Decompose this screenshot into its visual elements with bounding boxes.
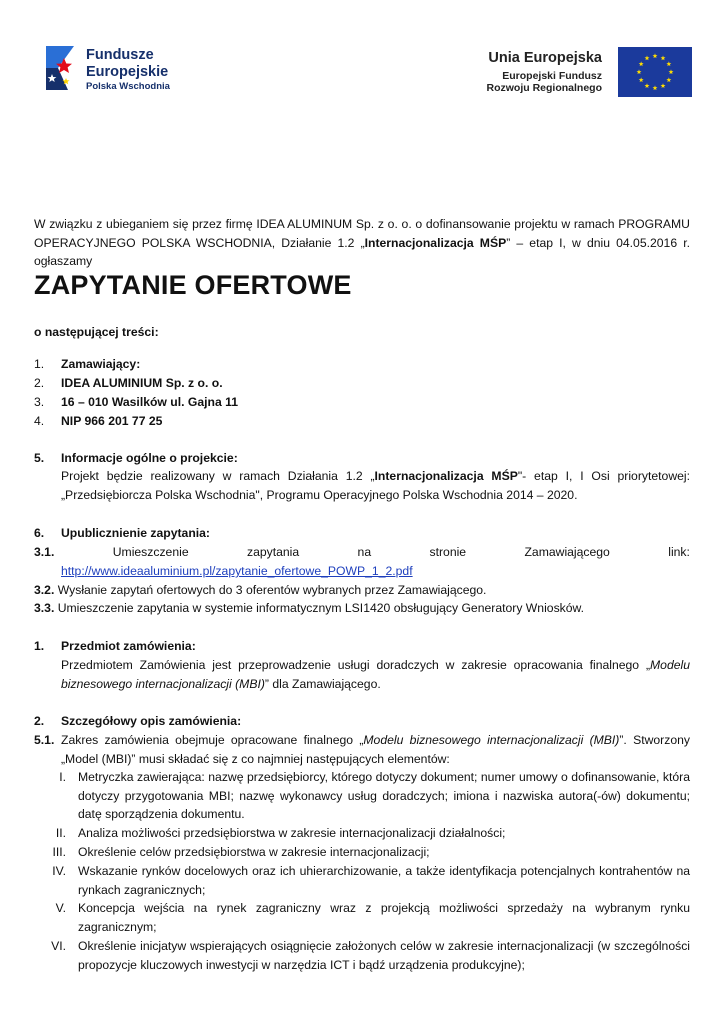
- ue-logo-line3: Rozwoju Regionalnego: [486, 82, 602, 94]
- list-item: IDEA ALUMINIUM Sp. z o. o.: [61, 376, 223, 390]
- list-item: Koncepcja wejścia na rynek zagraniczny wraz z projekcją możliwości sprzedaży na wybranym rynku zagranicznym;: [78, 901, 690, 934]
- row-word: stronie: [429, 545, 467, 559]
- section-paragraph: [61, 467, 690, 504]
- list-item: 16 – 010 Wasilków ul. Gajna 11: [61, 395, 239, 409]
- row-number: 3.3.: [34, 601, 55, 615]
- list-number: 1.: [34, 357, 45, 371]
- roman-numeral: VI.: [51, 939, 66, 953]
- fe-logo-line2: Europejskie: [86, 63, 169, 80]
- intro-paragraph: [34, 215, 690, 271]
- intro-program-name: Internacjonalizacja MŚP: [364, 235, 507, 250]
- section-paragraph: [61, 656, 690, 693]
- row-text: Wysłanie zapytań ofertowych do 3 oferentów wybranych przez Zamawiającego.: [54, 583, 487, 597]
- row-word: Zamawiającego: [524, 545, 610, 559]
- fe-logo-line3: Polska Wschodnia: [86, 81, 170, 92]
- fundusze-europejskie-logo: [44, 44, 184, 104]
- list-number: 4.: [34, 414, 45, 428]
- ue-logo-line1: Unia Europejska: [488, 50, 602, 66]
- section-italic-text: Modelu biznesowego internacjonalizacji (MBI): [363, 733, 620, 747]
- section-number: 1.: [34, 639, 45, 653]
- roman-numeral: IV.: [52, 864, 66, 878]
- section-number: 5.: [34, 451, 45, 465]
- section-text-end: "- etap I, I Osi priorytetowej: „Przedsiębiorcza Polska Wschodnia", Programu Operacyjnego Polska Wschodnia 2014 – 2020.: [61, 469, 690, 502]
- section-heading: Przedmiot zamówienia:: [61, 639, 196, 653]
- list-item: Określenie inicjatyw wspierających osiągnięcie założonych celów w zakresie internacjonalizacji (w szczególności propozycje kluczowych inwestycji w narzędzia ICT i bądź urządzenia produkcyjne);: [78, 939, 690, 972]
- row-word: link:: [668, 545, 690, 559]
- list-number: 2.: [34, 376, 45, 390]
- section-text: Zakres zamówienia obejmuje opracowane finalnego „: [61, 733, 364, 747]
- subheading: o następującej treści:: [34, 325, 159, 339]
- roman-numeral: V.: [55, 901, 66, 915]
- section-heading: Informacje ogólne o projekcie:: [61, 451, 238, 465]
- section-text-end: ”. Stworzony „Model (MBI)” musi składać się z co najmniej następujących elementów:: [61, 733, 690, 766]
- list-number: 3.: [34, 395, 45, 409]
- section-heading: Szczegółowy opis zamówienia:: [61, 714, 242, 728]
- section-italic-text: Modelu biznesowego internacjonalizacji (MBI): [61, 658, 690, 691]
- list-item: Wskazanie rynków docelowych oraz ich uhierarchizowanie, a także identyfikacja potencjalnych kontrahentów na rynkach zagranicznych;: [78, 864, 690, 897]
- row-word: zapytania: [246, 545, 300, 559]
- section-text: Projekt będzie realizowany w ramach Działania 1.2 „: [61, 469, 375, 483]
- section-text: Przedmiotem Zamówienia jest przeprowadzenie usługi doradczych w zakresie opracowania finalnego „: [61, 658, 651, 672]
- list-item: NIP 966 201 77 25: [61, 414, 163, 428]
- section-number: 2.: [34, 714, 45, 728]
- fe-logo-line1: Fundusze: [86, 47, 154, 63]
- row-word: na: [357, 545, 372, 559]
- roman-numeral: II.: [55, 826, 66, 840]
- section-paragraph: [61, 731, 690, 768]
- tender-pdf-link[interactable]: http://www.ideaaluminium.pl/zapytanie_ofertowe_POWP_1_2.pdf: [61, 564, 413, 578]
- list-item: Metryczka zawierająca: nazwę przedsiębiorcy, którego dotyczy dokument; numer umowy o dofinansowanie, która dotyczy przygotowania MBI; nazwę wykonawcy usług doradczych; imiona i nazwiska autora(-ów) dokumentu; datę sporządzenia dokumentu.: [78, 770, 690, 821]
- publication-row-3-1: [34, 543, 690, 562]
- page-title: ZAPYTANIE OFERTOWE: [34, 270, 352, 300]
- list-item: Zamawiający:: [61, 357, 141, 371]
- row-word: Umieszczenie: [112, 545, 189, 559]
- roman-numeral: III.: [52, 845, 66, 859]
- section-number: 6.: [34, 526, 45, 540]
- roman-numeral: I.: [59, 770, 66, 784]
- fe-logo-icon: [44, 44, 80, 92]
- section-heading: Upublicznienie zapytania:: [61, 526, 210, 540]
- unia-europejska-logo: [462, 47, 692, 103]
- publication-row-3-2: [34, 581, 690, 600]
- eu-flag-icon: [618, 47, 692, 97]
- row-text: Umieszczenie zapytania w systemie informatycznym LSI1420 obsługujący Generatory Wniosków.: [54, 601, 585, 615]
- list-item: Określenie celów przedsiębiorstwa w zakresie internacjonalizacji;: [78, 845, 430, 859]
- row-number: 3.1.: [34, 545, 55, 559]
- publication-row-3-3: [34, 599, 690, 618]
- row-number: 3.2.: [34, 583, 55, 597]
- list-item: Analiza możliwości przedsiębiorstwa w zakresie internacjonalizacji działalności;: [78, 826, 506, 840]
- intro-text-end: ” – etap I, w dniu 04.05.2016 r. ogłaszamy: [34, 235, 690, 268]
- section-text-end: ” dla Zamawiającego.: [264, 676, 381, 691]
- ue-logo-line2: Europejski Fundusz: [502, 69, 602, 82]
- row-number: 5.1.: [34, 733, 55, 747]
- intro-text: W związku z ubieganiem się przez firmę IDEA ALUMINUM Sp. z o. o. o dofinansowanie projektu w ramach PROGRAMU OPERACYJNEGO POLSKA WSCHODNIA, Działanie 1.2 „: [34, 217, 690, 250]
- section-program-name: Internacjonalizacja MŚP: [374, 469, 518, 483]
